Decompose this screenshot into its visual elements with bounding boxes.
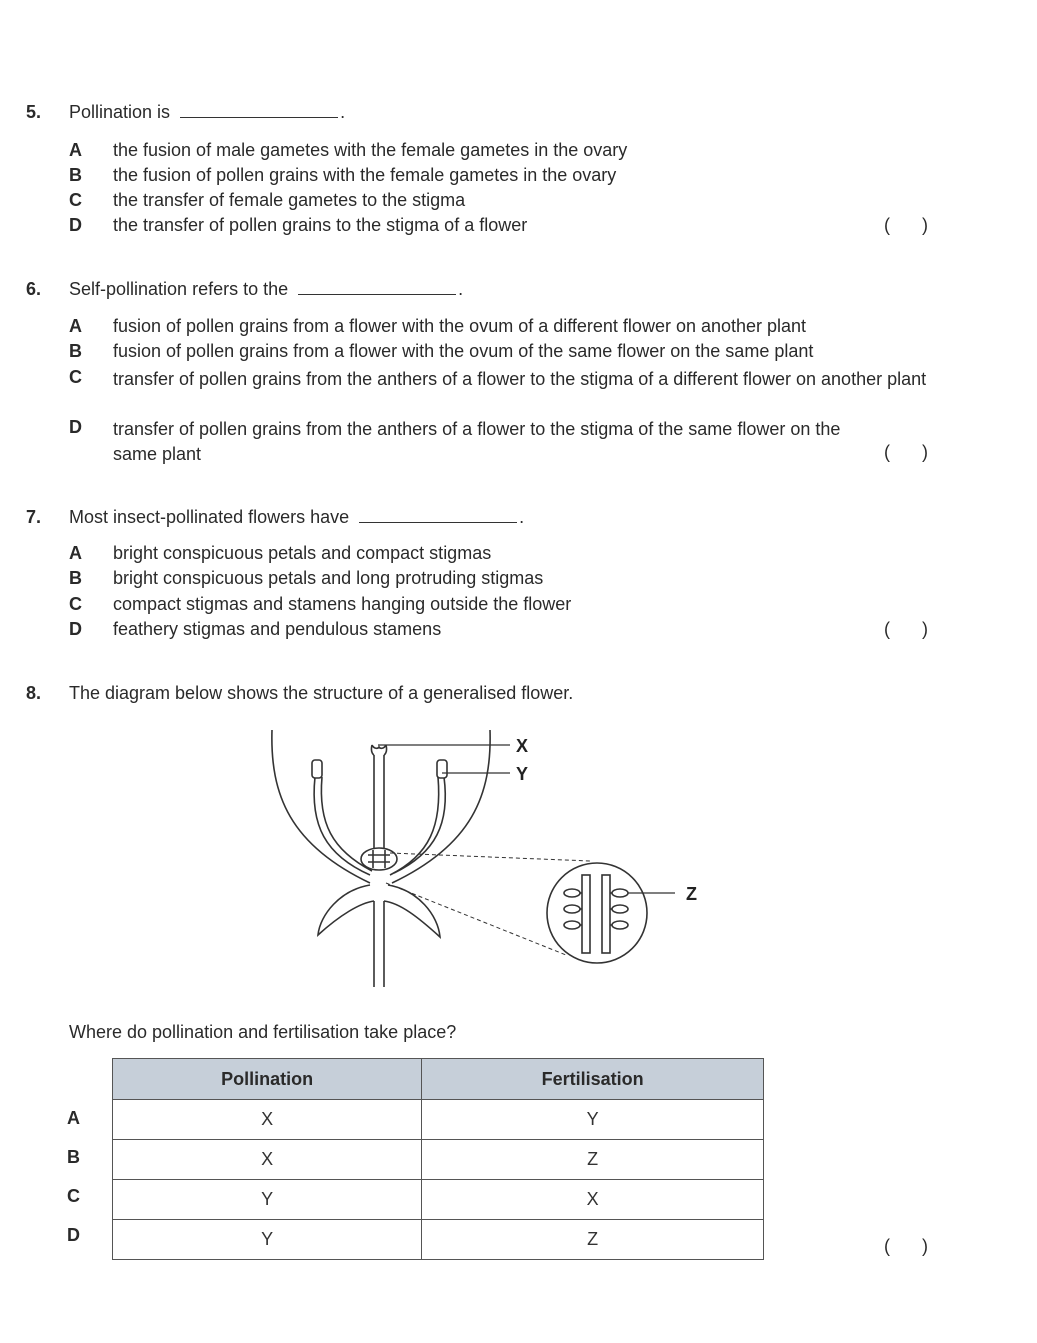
option-a[interactable]: A bright conspicuous petals and compact stigmas: [69, 543, 492, 563]
sepal-right: [384, 885, 440, 937]
row-letter: C: [67, 1186, 80, 1206]
label-x: X: [516, 736, 529, 756]
row-letter: D: [67, 1225, 80, 1245]
stem-text: Pollination is: [69, 102, 171, 122]
question-stem: Pollination is .: [69, 102, 346, 122]
table-row[interactable]: Y Z: [113, 1220, 764, 1260]
flower-diagram: [260, 725, 720, 995]
question-number: 7.: [26, 507, 42, 527]
label-z: Z: [686, 884, 697, 904]
label-y: Y: [516, 764, 529, 784]
question-prompt: Where do pollination and fertilisation take place?: [69, 1022, 457, 1042]
answer-table: [112, 1058, 764, 1260]
answer-blank[interactable]: [298, 280, 456, 295]
anther-right: [437, 760, 447, 778]
column-header: Fertilisation: [422, 1059, 764, 1100]
option-d[interactable]: D the transfer of pollen grains to the stigma of a flower: [69, 215, 528, 235]
table-row[interactable]: X Z: [113, 1140, 764, 1180]
ovary: [361, 848, 397, 870]
question-number: 6.: [26, 279, 42, 299]
option-a[interactable]: A the fusion of male gametes with the female gametes in the ovary: [69, 140, 628, 160]
option-b[interactable]: B fusion of pollen grains from a flower with the ovum of the same flower on the same plant: [69, 341, 814, 361]
magnified-ovary: [547, 863, 647, 963]
style: [374, 755, 384, 849]
option-c[interactable]: C the transfer of female gametes to the stigma: [69, 190, 466, 210]
stem-text: Most insect-pollinated flowers have: [69, 507, 350, 527]
question-number: 8.: [26, 683, 42, 703]
question-number: 5.: [26, 102, 42, 122]
column-header: Pollination: [113, 1059, 422, 1100]
anther-left: [312, 760, 322, 778]
option-a[interactable]: A fusion of pollen grains from a flower with the ovum of a different flower on another plant: [69, 316, 807, 336]
question-stem: The diagram below shows the structure of a generalised flower.: [69, 683, 574, 703]
stigma: [371, 745, 386, 755]
option-c[interactable]: C transfer of pollen grains from the anthers of a flower to the stigma of a different flower on another plant: [69, 367, 927, 389]
answer-bracket[interactable]: ( ): [884, 442, 928, 462]
answer-bracket[interactable]: ( ): [884, 1236, 928, 1256]
answer-blank[interactable]: [359, 508, 517, 523]
table-header-row: [113, 1059, 764, 1100]
table-row[interactable]: X Y: [113, 1100, 764, 1140]
question-stem: Self-pollination refers to the .: [69, 279, 464, 299]
answer-blank[interactable]: [180, 103, 338, 118]
option-d[interactable]: D feathery stigmas and pendulous stamens: [69, 619, 442, 639]
row-letter: B: [67, 1147, 80, 1167]
option-b[interactable]: B bright conspicuous petals and long protruding stigmas: [69, 568, 544, 588]
question-stem: Most insect-pollinated flowers have .: [69, 507, 525, 527]
petal-right: [392, 730, 490, 883]
answer-bracket[interactable]: ( ): [884, 215, 928, 235]
row-letter: A: [67, 1108, 80, 1128]
option-b[interactable]: B the fusion of pollen grains with the female gametes in the ovary: [69, 165, 617, 185]
option-c[interactable]: C compact stigmas and stamens hanging outside the flower: [69, 594, 572, 614]
answer-bracket[interactable]: ( ): [884, 619, 928, 639]
flower-stalk: [374, 901, 384, 987]
option-d[interactable]: D transfer of pollen grains from the anthers of a flower to the stigma of the same flower on the same plant: [69, 417, 841, 464]
filament-right-inner: [394, 777, 445, 873]
table-row[interactable]: Y X: [113, 1180, 764, 1220]
sepal-left: [318, 885, 374, 935]
stem-text: Self-pollination refers to the: [69, 279, 289, 299]
